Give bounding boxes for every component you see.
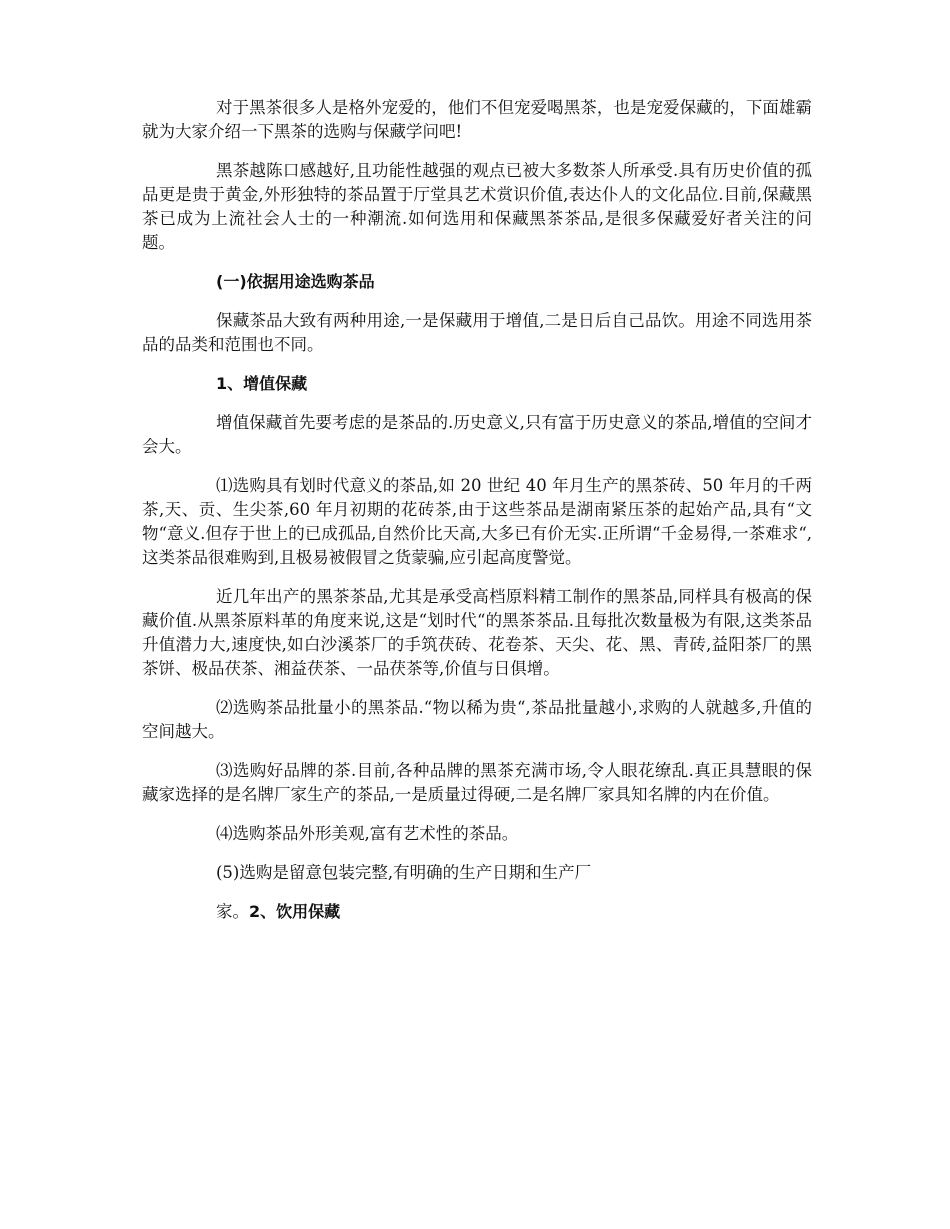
paragraph-item-2: ⑵选购茶品批量小的黑茶品.“物以稀为贵“,茶品批量越小,求购的人就越多,升值的空间越大。: [142, 698, 812, 741]
last-line-lead: 家。: [216, 902, 249, 921]
paragraph-item-5: (5)选购是留意包装完整,有明确的生产日期和生产厂: [216, 863, 592, 882]
paragraph-historical-meaning: 增值保藏首先要考虑的是茶品的.历史意义,只有富于历史意义的茶品,增值的空间才会大。: [142, 413, 812, 456]
paragraph-item-3: ⑶选购好品牌的茶.目前,各种品牌的黑茶充满市场,令人眼花缭乱.真正具慧眼的保藏家选择的是名牌厂家生产的茶品,一是质量过得硬,二是名牌厂家具知名牌的内在价值。: [142, 761, 812, 804]
section-heading-purpose: (一)依据用途选购茶品: [216, 272, 375, 291]
paragraph-last-line: [142, 900, 812, 924]
paragraph-item-4: ⑷选购茶品外形美观,富有艺术性的茶品。: [216, 824, 519, 843]
document-page: [142, 96, 812, 939]
paragraph-item-1: ⑴选购具有划时代意义的茶品,如 20 世纪 40 年月生产的黑茶砖、50 年月的千两茶,天、贡、生尖茶,60 年月初期的花砖茶,由于这些茶品是湖南紧压茶的起始产品,具有“文物“意义.但存于世上的已成孤品,自然价比天高,大多已有价无实.正所谓“千金易得,一茶难求“,这类茶品很难购到,且极易被假冒之货蒙骗,应引起高度警觉。: [142, 476, 812, 567]
paragraph-aging-value: 黑茶越陈口感越好,且功能性越强的观点已被大多数茶人所承受.具有历史价值的孤品更是贵于黄金,外形独特的茶品置于厅堂具艺术赏识价值,表达仆人的文化品位.目前,保藏黑茶已成为上流社会人士的一种潮流.如何选用和保藏黑茶茶品,是很多保藏爱好者关注的问题。: [142, 161, 812, 252]
paragraph-recent-products: 近几年出产的黑茶茶品,尤其是承受高档原料精工制作的黑茶品,同样具有极高的保藏价值.从黑茶原料革的角度来说,这是“划时代“的黑茶茶品.且每批次数量极为有限,这类茶品升值潜力大,速度快,如白沙溪茶厂的手筑茯砖、花卷茶、天尖、花、黑、青砖,益阳茶厂的黑茶饼、极品茯茶、湘益茯茶、一品茯茶等,价值与日俱增。: [142, 587, 812, 678]
subheading-appreciation: 1、增值保藏: [216, 374, 308, 393]
paragraph-intro: 对于黑茶很多人是格外宠爱的，他们不但宠爱喝黑茶，也是宠爱保藏的，下面雄霸就为大家介绍一下黑茶的选购与保藏学问吧!: [142, 98, 812, 141]
subheading-drinking: 2、饮用保藏: [249, 902, 341, 921]
paragraph-two-uses: 保藏茶品大致有两种用途,一是保藏用于增值,二是日后自己品饮。用途不同选用茶品的品类和范围也不同。: [142, 311, 812, 354]
